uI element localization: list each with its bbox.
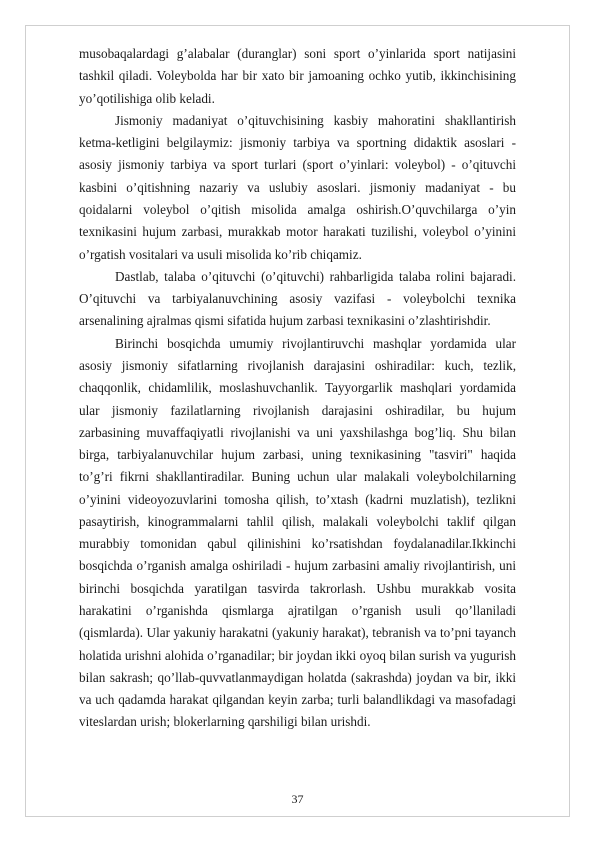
page-number: 37 bbox=[291, 792, 304, 806]
document-body bbox=[79, 43, 516, 734]
paragraph-3: Dastlab, talaba o’qituvchi (o’qituvchi) rahbarligida talaba rolini bajaradi. O’qituvchi va tarbiyalanuvchining asosiy vazifasi - voleybolchi texnika arsenalining ajralmas qismi sifatida hujum zarbasi texnikasini o’zlashtirishdir. bbox=[79, 268, 516, 329]
paragraph-1: musobaqalardagi g’alabalar (duranglar) soni sport o’yinlarida sport natijasini tashkil qiladi. Voleybolda har bir xato bir jamoaning ochko yutib, ikkinchisining yo’qotilishiga olib keladi. bbox=[79, 46, 516, 106]
paragraph-2: Jismoniy madaniyat o’qituvchisining kasbiy mahoratini shakllantirish ketma-ketligini belgilaymiz: jismoniy tarbiya va sportning didaktik asoslari - asosiy jismoniy tarbiya va sport turlari (sport o’yinlari: voleybol) - o’qituvchi kasbini o’qitishning nazariy va uslubiy asoslari. jismoniy madaniyat - bu qoidalarni voleybol o’qitish misolida amalga oshirish.O’quvchilarga o’yin texnikasini hujum zarbasi, murakkab motor harakati tuzilishi, voleybol o’yinini o’rgatish vositalari va usuli misolida ko’rib chiqamiz. bbox=[79, 112, 516, 262]
paragraph-4: Birinchi bosqichda umumiy rivojlantiruvchi mashqlar yordamida ular asosiy jismoniy sifatlarning rivojlanish darajasini oshiradilar: kuch, tezlik, chaqqonlik, chidamlilik, moslashuvchanlik. Tayyorgarlik mashqlari yordamida ular jismoniy fazilatlarning rivojlanish darajasini oshiradilar, bu hujum zarbasining muvaffaqiyatli rivojlanishi va uni yaxshilashga bog’liq. Shu bilan birga, tarbiyalanuvchilar hujum zarbasi, uning texnikasining "tasviri" haqida to’g’ri fikrni shakllantiradilar. Buning uchun ular malakali voleybolchilarning o’yinini videoyozuvlarini tomosha qilish, to’xtash (kadrni muzlatish), tezlikni pasaytirish, kinogrammalarni tahlil qilish, malakali voleybolchi taklif qilgan murabbiy tomonidan qabul qilinishini ko’rsatishdan foydalanadilar.Ikkinchi bosqichda o’rganish amalga oshiriladi - hujum zarbasini amaliy rivojlantirish, uni birinchi bosqichda yaratilgan tasvirda takrorlash. Ushbu murakkab vosita harakatini o’rganishda qismlarga ajratilgan o’rganish usuli qo’llaniladi (qismlarda). Ular yakuniy harakatni (yakuniy harakat), tebranish va to’pni tayanch holatida urishni alohida o’rganadilar; bir joydan ikki oyoq bilan surish va yugurish bilan sakrash; qo’llab-quvvatlanmaydigan holatda (sakrashda) joydan va bir, ikki va uch qadamda harakat qilgandan keyin zarba; turli balandlikdagi va masofadagi viteslardan urish; blokerlarning qarshiligi bilan urishdi. bbox=[79, 335, 516, 730]
